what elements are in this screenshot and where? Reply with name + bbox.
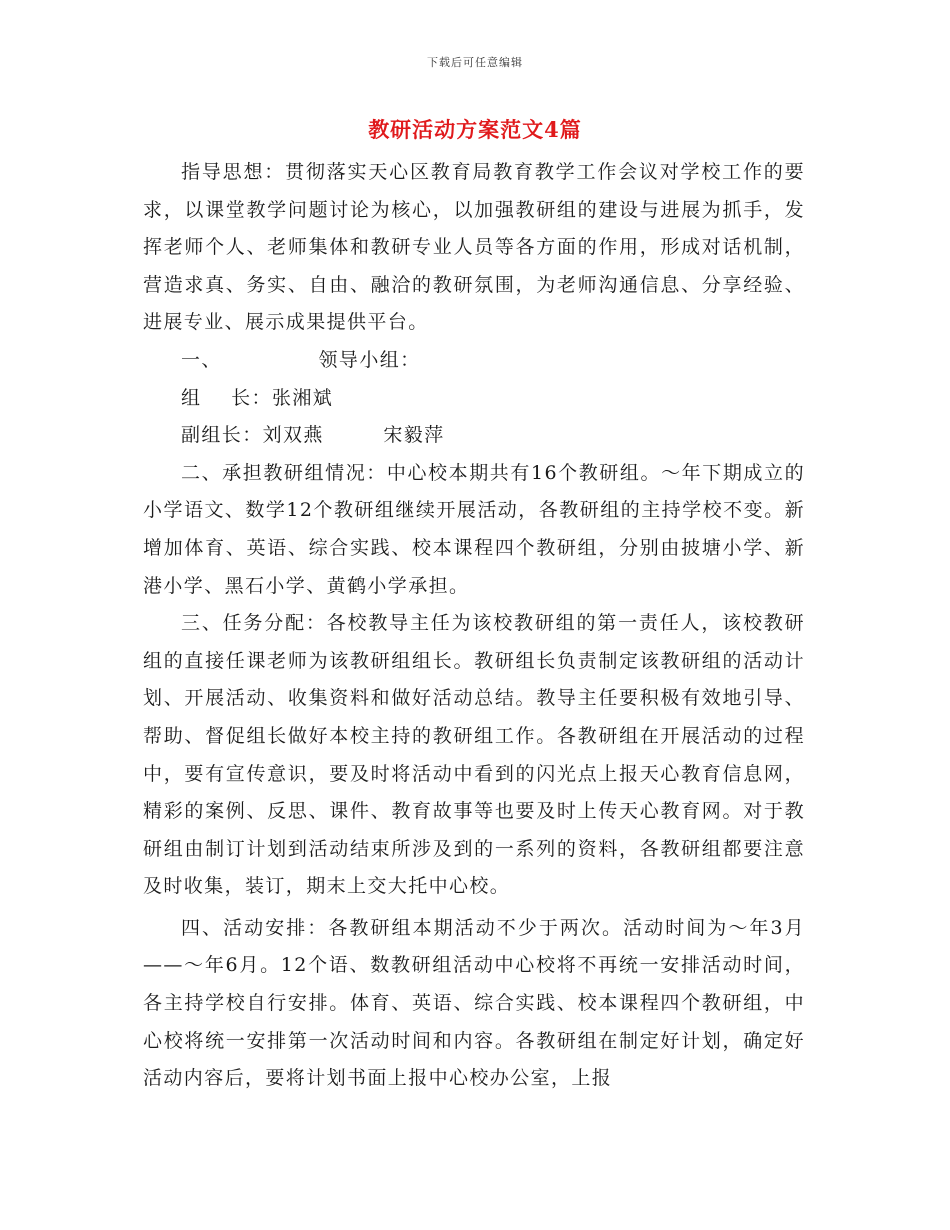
leader-line: 组 长：张湘斌 bbox=[181, 386, 334, 409]
section-heading-leadership-group: 一、 领导小组： bbox=[181, 348, 421, 371]
document-title: 教研活动方案范文4篇 bbox=[368, 117, 582, 142]
paragraph-task-assignment: 三、任务分配：各校教导主任为该校教研组的第一责任人，该校教研组的直接任课老师为该教研组组长。教研组长负责制定该教研组的活动计划、开展活动、收集资料和做好活动总结。教导主任要积极有效地引导、帮助、督促组长做好本校主持的教研组工作。各教研组在开展活动的过程中，要有宣传意识，要及时将活动中看到的闪光点上报天心教育信息网，精彩的案例、反思、课件、教育故事等也要及时上传天心教育网。对于教研组由制订计划到活动结束所涉及到的一系列的资料，各教研组都要注意及时收集，装订，期末上交大托中心校。 bbox=[143, 612, 805, 898]
document-body bbox=[143, 154, 805, 1098]
deputy-leader-line: 副组长：刘双燕 宋毅萍 bbox=[181, 424, 445, 447]
paragraph-teaching-groups: 二、承担教研组情况：中心校本期共有16个教研组。～年下期成立的小学语文、数学12个教研组继续开展活动，各教研组的主持学校不变。新增加体育、英语、综合实践、校本课程四个教研组，分别由披塘小学、新港小学、黑石小学、黄鹤小学承担。 bbox=[143, 461, 805, 597]
paragraph-guiding-thought: 指导思想：贯彻落实天心区教育局教育教学工作会议对学校工作的要求，以课堂教学问题讨论为核心，以加强教研组的建设与进展为抓手，发挥老师个人、老师集体和教研专业人员等各方面的作用，形成对话机制，营造求真、务实、自由、融洽的教研氛围，为老师沟通信息、分享经验、进展专业、展示成果提供平台。 bbox=[143, 161, 805, 334]
page-header-note: 下载后可任意编辑 bbox=[427, 56, 523, 69]
paragraph-activity-schedule: 四、活动安排：各教研组本期活动不少于两次。活动时间为～年3月——～年6月。12个语、数教研组活动中心校将不再统一安排活动时间，各主持学校自行安排。体育、英语、综合实践、校本课程四个教研组，中心校将统一安排第一次活动时间和内容。各教研组在制定好计划，确定好活动内容后，要将计划书面上报中心校办公室，上报 bbox=[143, 916, 805, 1090]
